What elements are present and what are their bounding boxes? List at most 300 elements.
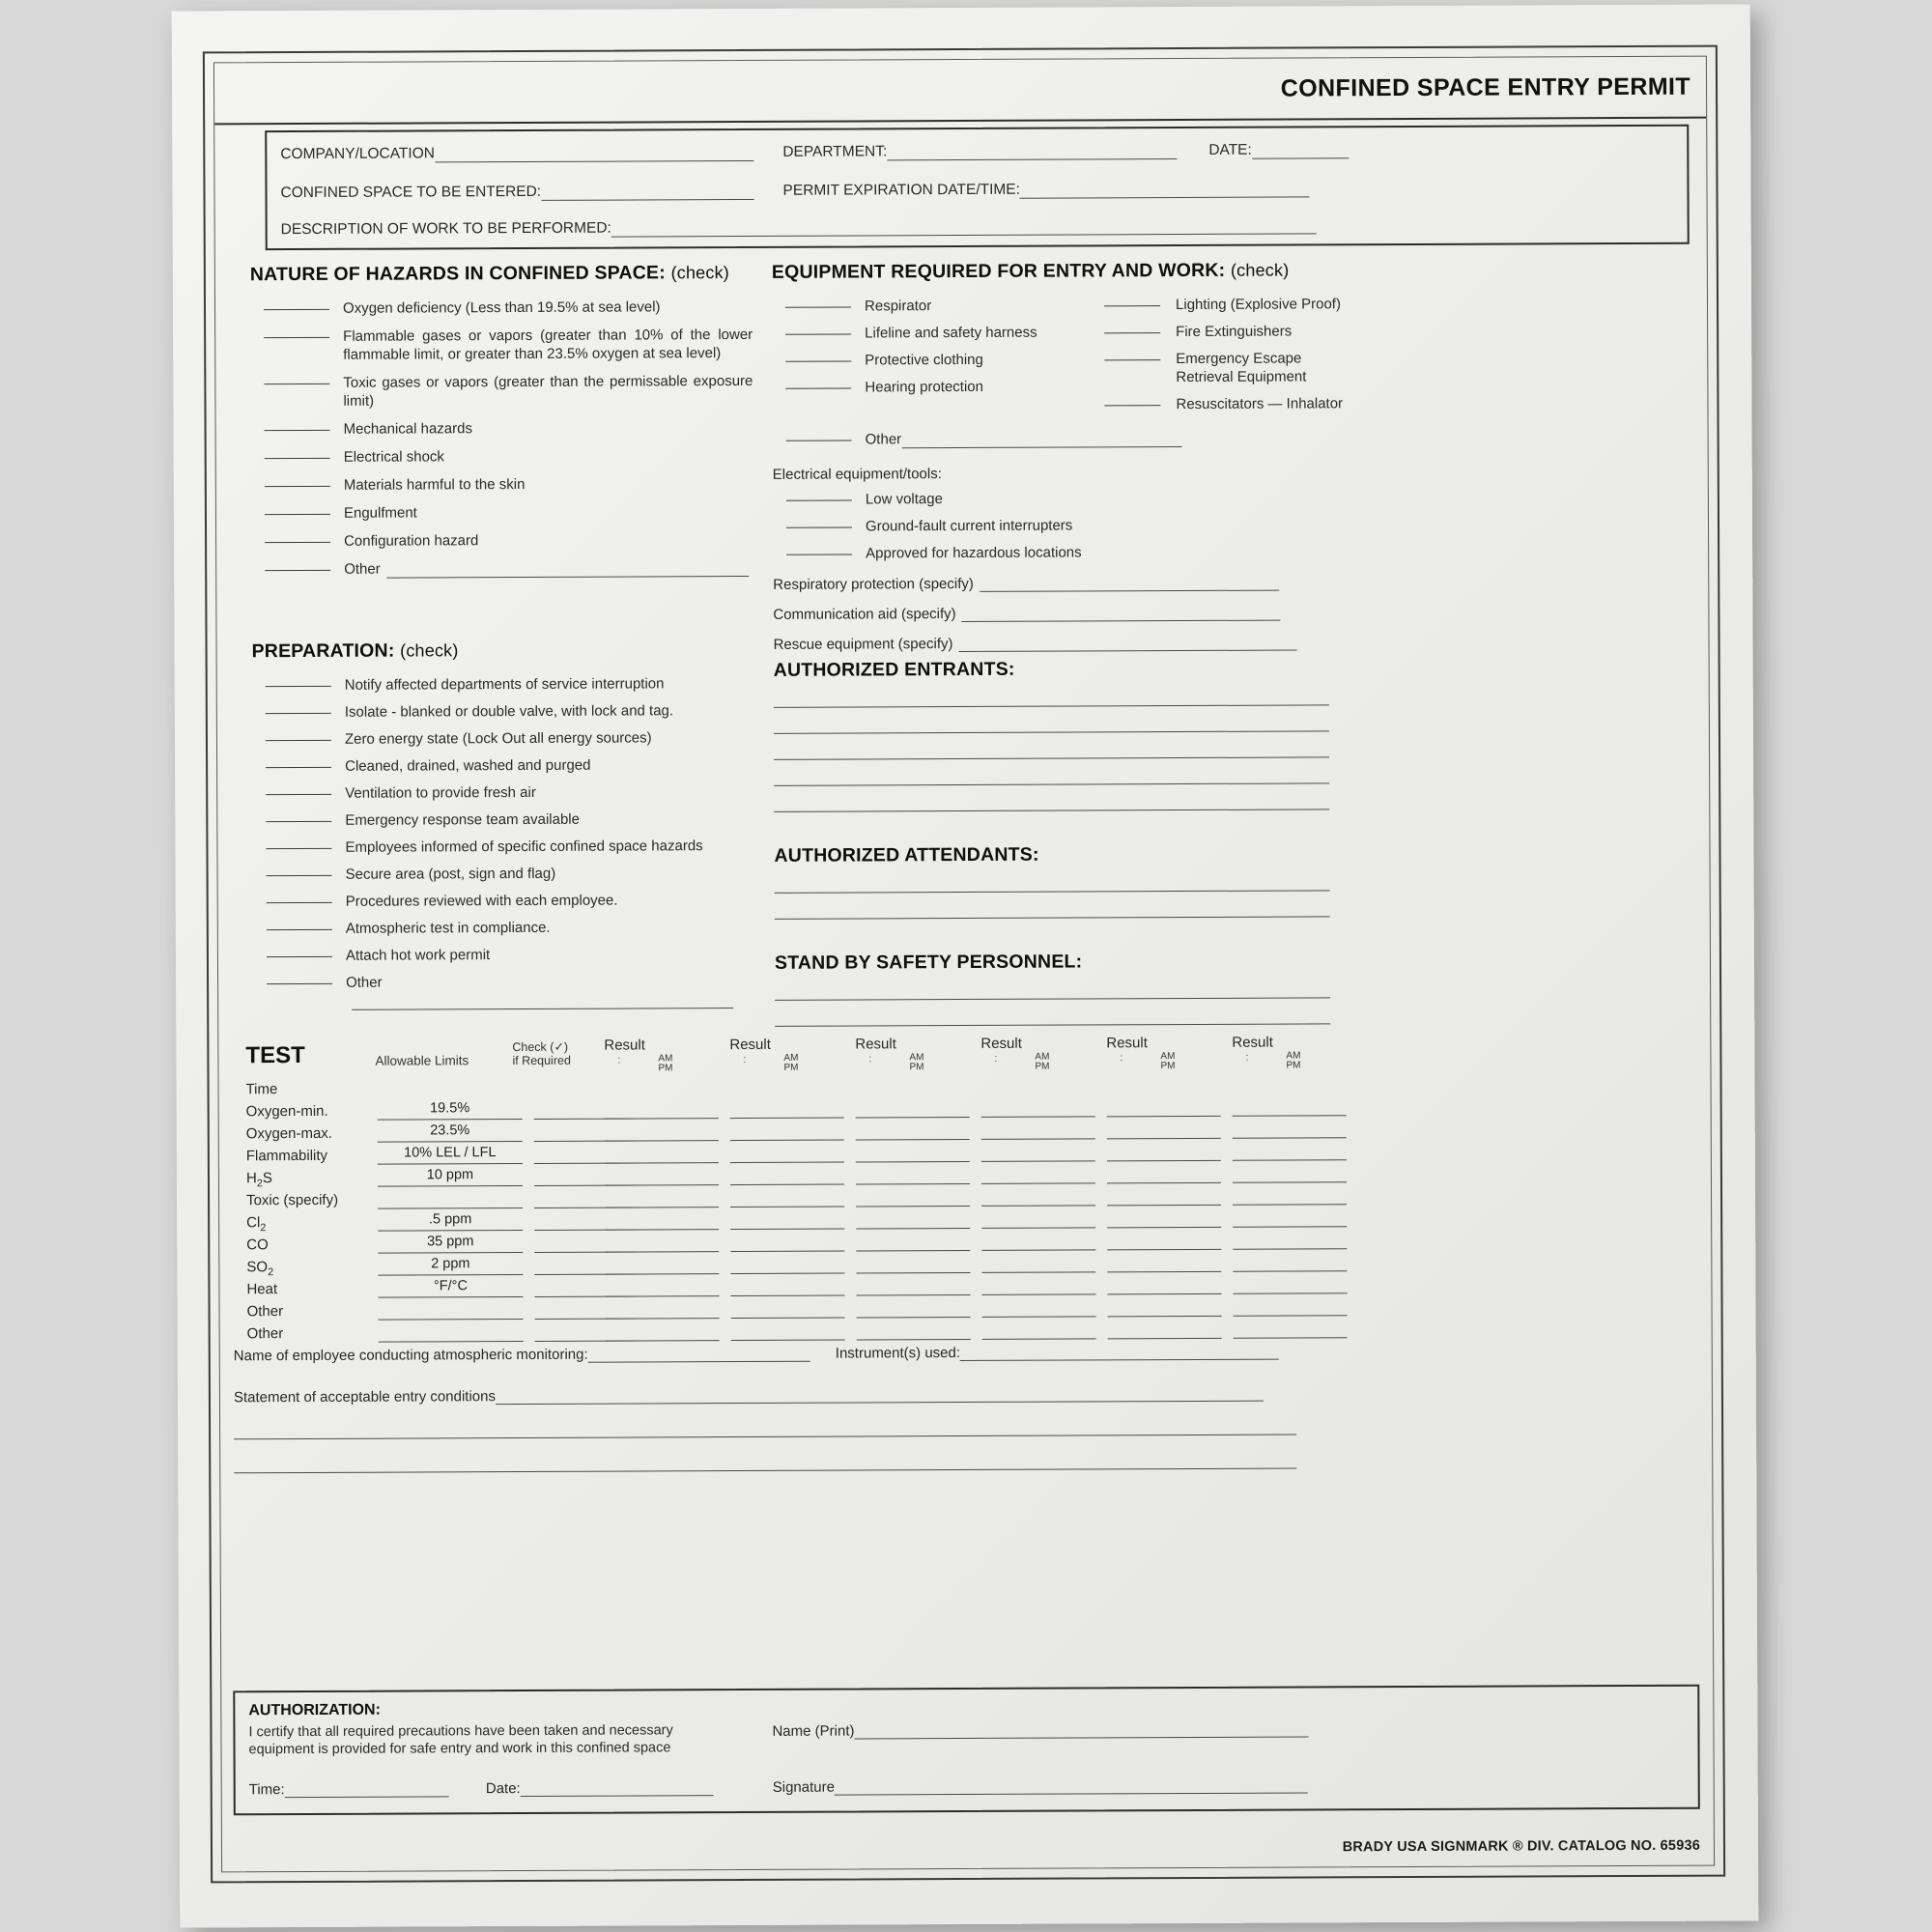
hazard-checkbox[interactable] [265,514,330,515]
entry-conditions-line-3[interactable] [234,1468,1296,1474]
preparation-label: Emergency response team available [345,810,581,829]
result-value-line[interactable] [605,1140,719,1142]
hazard-item[interactable] [250,372,753,411]
authorized-entrants-lines [774,704,1363,812]
result-value-line[interactable] [605,1273,719,1275]
preparation-label: Atmospheric test in compliance. [345,919,551,937]
specify-field-label: Rescue equipment (specify) [773,636,953,653]
authorized-attendants-lines [775,890,1364,920]
hazard-item[interactable] [251,418,753,439]
allowable-limit-value [379,1300,524,1301]
result-value-line[interactable] [981,1182,1095,1184]
preparation-checkbox[interactable] [267,875,332,876]
result-value-line[interactable] [856,1183,970,1185]
permit-header-bar [214,57,1706,126]
electrical-item[interactable] [773,488,1362,509]
result-value-line[interactable] [605,1184,719,1186]
preparation-item[interactable] [252,810,754,830]
equipment-left-item[interactable] [772,377,1091,396]
equipment-right-label: Emergency Escape Retrieval Equipment [1176,350,1307,386]
result-value-line[interactable] [1107,1182,1221,1184]
result-header: Result [604,1037,645,1054]
time-colon: : [868,1053,872,1065]
result-value-line[interactable] [1107,1293,1221,1295]
hazard-label: Electrical shock [343,448,444,466]
result-value-line[interactable] [1234,1315,1348,1317]
allowable-limit-line[interactable] [378,1141,523,1143]
preparation-label: Isolate - blanked or double valve, with lock and tag. [344,702,674,721]
hazard-checkbox[interactable] [265,570,330,571]
allowable-limits-header: Allowable Limits [375,1053,469,1068]
result-value-line[interactable] [982,1316,1096,1318]
equipment-left-checkbox[interactable] [785,307,851,308]
equipment-left-item[interactable] [772,296,1091,315]
preparation-item[interactable] [253,891,755,911]
result-value-line[interactable] [1233,1270,1347,1272]
result-value-line[interactable] [857,1317,971,1319]
result-ampm-header [1286,1051,1300,1070]
preparation-checkbox[interactable] [266,686,331,687]
equipment-left-item[interactable] [772,350,1091,369]
date-label: DATE: [1208,141,1252,158]
authorization-signature-row[interactable] [773,1776,1308,1795]
am-label: AM [783,1052,799,1064]
result-value-line[interactable] [856,1250,970,1252]
preparation-checkbox[interactable] [266,794,331,795]
standby-personnel-lines [775,997,1364,1027]
result-value-line[interactable] [1108,1316,1222,1318]
authorization-time-date-row[interactable] [249,1779,714,1798]
field-company-location[interactable] [280,144,753,163]
specify-fields-list [773,574,1362,653]
preparation-item[interactable] [252,755,754,776]
result-value-line[interactable] [1233,1115,1347,1117]
equipment-other-label: Other [865,431,902,448]
hazard-checkbox[interactable] [264,309,329,310]
authorized-attendants-heading: AUTHORIZED ATTENDANTS: [774,843,1039,867]
preparation-checkbox[interactable] [267,956,332,957]
result-value-line[interactable] [1233,1137,1347,1139]
entry-conditions-line-2[interactable] [234,1435,1296,1440]
specify-field-input[interactable] [962,620,1281,622]
result-value-line[interactable] [730,1162,844,1164]
result-value-line[interactable] [856,1294,970,1296]
authorized-entrant-line[interactable] [774,782,1329,786]
equipment-right-checkbox[interactable] [1104,332,1160,333]
preparation-item[interactable] [252,674,754,695]
instruments-used-label: Instrument(s) used: [835,1345,961,1362]
result-value-line[interactable] [605,1229,719,1231]
test-row-label: Oxygen-min. [245,1102,328,1121]
electrical-equipment-list [773,488,1362,563]
equipment-right-item[interactable] [1096,349,1357,386]
electrical-label: Ground-fault current interrupters [865,517,1073,535]
result-value-line[interactable] [730,1118,844,1120]
equipment-section [772,259,1363,653]
equipment-right-item[interactable] [1096,295,1357,314]
result-ampm-header [1160,1052,1175,1071]
test-table [232,1023,1701,1347]
equipment-right-label: Fire Extinguishers [1176,323,1293,341]
permit-paper [172,4,1759,1927]
test-row-label: Other [246,1303,284,1321]
equipment-left-label: Lifeline and safety harness [865,324,1037,342]
hazard-item[interactable] [251,474,753,495]
result-value-line[interactable] [982,1338,1096,1340]
allowable-limit-line[interactable] [378,1274,523,1276]
preparation-label: Cleaned, drained, washed and purged [345,756,591,775]
field-confined-space[interactable] [280,183,753,202]
test-row-label: $H_2S$ [245,1170,272,1190]
result-value-line[interactable] [730,1207,844,1208]
allowable-limit-value: 23.5% [430,1122,470,1139]
equipment-right-item[interactable] [1096,394,1357,413]
preparation-item[interactable] [253,918,755,938]
result-value-line[interactable] [730,1184,844,1186]
hazard-item[interactable] [251,530,753,551]
equipment-right-label: Resuscitators — Inhalator [1176,395,1344,413]
result-value-line[interactable] [981,1160,1095,1162]
result-value-line[interactable] [981,1271,1095,1273]
check-if-required-header: Check (✓) if Required [512,1039,571,1068]
authorized-entrants-heading: AUTHORIZED ENTRANTS: [773,658,1015,681]
result-value-line[interactable] [1233,1159,1347,1161]
result-ampm-header [909,1053,923,1072]
allowable-limit-line[interactable] [378,1252,523,1254]
equipment-heading: EQUIPMENT REQUIRED FOR ENTRY AND WORK: (check) [771,259,1290,283]
hazard-checkbox[interactable] [265,542,330,543]
personnel-section [774,657,1365,1027]
allowable-limit-value [379,1322,524,1323]
equipment-left-list [772,296,1091,405]
allowable-limit-value [378,1189,523,1190]
catalog-footer: BRADY USA SIGNMARK ® DIV. CATALOG NO. 65936 [1342,1837,1701,1856]
preparation-checkbox[interactable] [266,767,331,768]
result-header: Result [1232,1034,1273,1051]
monitoring-section [234,1342,1703,1474]
description-of-work-label: DESCRIPTION OF WORK TO BE PERFORMED: [280,219,611,239]
specify-field-row[interactable] [774,634,1363,653]
authorized-entrant-line[interactable] [774,809,1329,812]
preparation-checkbox[interactable] [266,821,331,822]
equipment-right-item[interactable] [1096,322,1357,341]
result-header: Result [729,1036,771,1054]
allowable-limit-value: 2 ppm [431,1256,470,1272]
equipment-right-label: Lighting (Explosive Proof) [1175,296,1341,314]
preparation-label: Attach hot work permit [345,947,491,964]
result-value-line[interactable] [981,1138,1095,1140]
hazard-checkbox[interactable] [265,430,330,431]
hazards-list [250,298,753,579]
equipment-left-checkbox[interactable] [785,361,851,362]
preparation-item[interactable] [252,837,754,857]
specify-field-row[interactable] [773,604,1362,623]
authorized-attendant-line[interactable] [775,916,1330,920]
result-ampm-header [783,1054,798,1073]
allowable-limit-line[interactable] [378,1208,523,1209]
preparation-checkbox[interactable] [267,929,332,930]
preparation-other-input[interactable] [352,1008,733,1010]
result-value-line[interactable] [1233,1181,1347,1183]
equipment-right-checkbox[interactable] [1104,405,1160,406]
hazards-section [250,262,753,588]
result-value-line[interactable] [731,1318,845,1320]
authorization-heading: AUTHORIZATION: [248,1701,381,1719]
result-value-line[interactable] [1107,1116,1221,1118]
pm-label: PM [1035,1061,1050,1072]
preparation-item[interactable] [253,864,755,884]
hazard-label: Oxygen deficiency (Less than 19.5% at sea level) [342,298,661,317]
result-value-line[interactable] [857,1339,971,1341]
result-value-line[interactable] [605,1251,719,1253]
result-value-line[interactable] [856,1206,970,1208]
equipment-left-checkbox[interactable] [785,388,851,389]
preparation-item[interactable] [253,972,755,1010]
result-value-line[interactable] [1234,1337,1348,1339]
test-row-label: Flammability [245,1147,328,1165]
specify-field-label: Communication aid (specify) [773,606,956,623]
hazard-label: Mechanical hazards [343,420,473,438]
preparation-item[interactable] [252,782,754,803]
equipment-left-label: Respirator [864,298,932,315]
hazard-item[interactable] [251,446,753,467]
test-row-label: Time [245,1081,278,1098]
electrical-checkbox[interactable] [786,527,852,528]
entry-conditions-row[interactable] [234,1383,1702,1406]
time-colon: : [1120,1052,1123,1065]
electrical-checkbox[interactable] [786,500,852,501]
hazard-item[interactable] [250,326,753,364]
hazards-heading: NATURE OF HAZARDS IN CONFINED SPACE: (check) [249,262,730,286]
equipment-left-label: Protective clothing [865,351,983,369]
result-value-line[interactable] [981,1249,1095,1251]
field-permit-expiration[interactable] [782,180,1310,199]
result-value-line[interactable] [730,1273,844,1275]
preparation-label: Other [346,974,383,991]
preparation-checkbox[interactable] [266,740,331,741]
result-value-line[interactable] [730,1251,844,1253]
standby-personnel-line[interactable] [775,997,1330,1001]
result-value-line[interactable] [1233,1293,1347,1294]
electrical-item[interactable] [773,515,1362,536]
result-value-line[interactable] [605,1162,719,1164]
hazard-item[interactable] [251,558,753,579]
hazard-checkbox[interactable] [265,486,330,487]
result-value-line[interactable] [1107,1160,1221,1162]
result-value-line[interactable] [856,1161,970,1163]
result-value-line[interactable] [981,1227,1095,1229]
allowable-limit-line[interactable] [378,1296,523,1298]
am-label: AM [909,1052,924,1064]
test-row-label: Heat [246,1281,278,1298]
pm-label: PM [658,1063,673,1074]
result-value-line[interactable] [1107,1205,1221,1207]
electrical-item[interactable] [773,542,1362,563]
allowable-limit-value [378,1078,523,1079]
result-ampm-header [1035,1053,1049,1072]
permit-inner-border [213,56,1715,1873]
result-value-line[interactable] [730,1295,844,1297]
preparation-item[interactable] [252,728,754,749]
permit-outer-border [203,45,1725,1884]
equipment-right-list [1096,295,1358,422]
hazard-label: Flammable gases or vapors (greater than 10% of the lower flammable limit, or greater than 23.5% oxygen at sea level) [343,326,753,363]
equipment-right-checkbox[interactable] [1104,305,1160,306]
result-value-line[interactable] [1107,1249,1221,1251]
electrical-equipment-heading: Electrical equipment/tools: [772,466,942,483]
am-label: AM [1160,1051,1176,1063]
result-value-line[interactable] [731,1340,845,1342]
preparation-label: Zero energy state (Lock Out all energy sources) [344,729,652,748]
equipment-left-label: Hearing protection [865,378,983,396]
result-header: Result [980,1035,1022,1052]
result-value-line[interactable] [981,1205,1095,1207]
authorization-certify-text: I certify that all required precautions have been taken and necessary equipment is provided for safe entry and work in this confined space [248,1722,673,1758]
allowable-limit-line[interactable] [378,1119,523,1121]
allowable-limit-line[interactable] [379,1319,524,1321]
result-value-line[interactable] [1107,1138,1221,1140]
equipment-other-checkbox[interactable] [786,440,852,441]
test-row-label: $Cl_2$ [246,1214,267,1235]
hazard-label: Other [344,560,381,578]
result-value-line[interactable] [1108,1338,1222,1340]
company-location-label: COMPANY/LOCATION [280,145,435,163]
result-value-line[interactable] [605,1118,719,1120]
confined-space-label: CONFINED SPACE TO BE ENTERED: [280,183,542,202]
result-value-line[interactable] [730,1140,844,1142]
specify-field-row[interactable] [773,574,1362,593]
allowable-limit-line[interactable] [378,1163,523,1165]
hazard-label: Configuration hazard [344,532,479,550]
specify-field-input[interactable] [980,590,1279,592]
allowable-limit-value: 10% LEL / LFL [404,1145,497,1161]
field-department[interactable] [782,142,1177,161]
preparation-label: Notify affected departments of service interruption [344,675,665,694]
result-value-line[interactable] [605,1207,719,1208]
pm-label: PM [1286,1060,1301,1071]
result-header: Result [855,1036,896,1053]
hazard-item[interactable] [251,502,753,523]
field-date[interactable] [1208,141,1349,159]
hazard-checkbox[interactable] [265,458,330,459]
preparation-section [252,639,756,1019]
result-value-line[interactable] [605,1295,719,1297]
am-label: AM [1286,1050,1301,1062]
statement-label: Statement of acceptable entry conditions [233,1388,496,1406]
allowable-limit-line[interactable] [378,1185,523,1187]
result-value-line[interactable] [856,1228,970,1230]
standby-personnel-heading: STAND BY SAFETY PERSONNEL: [774,951,1083,974]
test-row-label: $SO_2$ [246,1259,274,1279]
pm-label: PM [783,1062,799,1073]
test-row-label: Toxic (specify) [246,1191,339,1209]
time-colon: : [1245,1051,1249,1064]
am-label: AM [658,1053,673,1065]
authorization-name-print-row[interactable] [772,1720,1308,1739]
result-value-line[interactable] [1233,1226,1347,1228]
preparation-item[interactable] [252,701,754,722]
result-value-line[interactable] [1107,1271,1221,1273]
preparation-label: Ventilation to provide fresh air [345,783,536,802]
header-info-box [265,125,1690,250]
result-value-line[interactable] [1233,1204,1347,1206]
electrical-label: Approved for hazardous locations [866,544,1082,562]
allowable-limit-line[interactable] [378,1230,523,1232]
test-row-label: CO [246,1236,269,1254]
time-colon: : [743,1053,747,1066]
equipment-left-checkbox[interactable] [785,334,851,335]
auth-date-label: Date: [485,1780,521,1798]
auth-name-print-label: Name (Print) [772,1722,855,1740]
preparation-checkbox[interactable] [266,713,331,714]
result-value-line[interactable] [856,1272,970,1274]
hazard-label: Toxic gases or vapors (greater than the permissable exposure limit) [343,372,753,410]
pm-label: PM [1160,1061,1176,1072]
hazard-checkbox[interactable] [264,337,329,338]
page-title: CONFINED SPACE ENTRY PERMIT [1280,72,1691,102]
result-value-line[interactable] [981,1116,1095,1118]
allowable-limit-value: 10 ppm [426,1167,474,1183]
equipment-heading-note: (check) [1230,260,1290,280]
result-value-line[interactable] [1107,1227,1221,1229]
preparation-checkbox[interactable] [267,902,332,903]
preparation-list [252,674,756,1010]
result-value-line[interactable] [730,1229,844,1231]
result-value-line[interactable] [606,1340,720,1342]
preparation-label: Employees informed of specific confined space hazards [345,838,703,856]
authorized-entrant-line[interactable] [774,704,1329,708]
specify-field-input[interactable] [958,649,1296,652]
equipment-left-item[interactable] [772,323,1091,342]
hazard-item[interactable] [250,298,753,318]
allowable-limit-line[interactable] [379,1341,524,1343]
result-ampm-header [658,1054,672,1073]
hazard-label: Materials harmful to the skin [343,475,526,494]
authorized-attendant-line[interactable] [775,890,1330,894]
employee-name-label: Name of employee conducting atmospheric monitoring: [233,1346,588,1365]
preparation-checkbox[interactable] [266,848,331,849]
preparation-heading: PREPARATION: (check) [251,639,459,663]
preparation-heading-note: (check) [400,640,459,661]
hazard-other-input[interactable] [386,576,749,579]
electrical-label: Low voltage [865,491,943,508]
test-table-title: TEST [245,1041,305,1069]
test-row-label: Oxygen-max. [245,1124,332,1143]
permit-expiration-label: PERMIT EXPIRATION DATE/TIME: [782,181,1020,199]
test-table-header [232,1023,1700,1080]
preparation-checkbox[interactable] [267,983,332,984]
authorized-entrant-line[interactable] [774,730,1329,734]
department-label: DEPARTMENT: [782,143,888,160]
auth-time-label: Time: [248,1781,285,1799]
result-value-line[interactable] [856,1117,970,1119]
field-description-of-work[interactable] [281,216,1317,239]
authorized-entrant-line[interactable] [774,756,1329,760]
am-label: AM [1035,1051,1050,1063]
electrical-checkbox[interactable] [786,554,852,555]
preparation-item[interactable] [253,945,755,965]
result-value-line[interactable] [606,1318,720,1320]
result-value-line[interactable] [981,1293,1095,1295]
hazards-heading-note: (check) [670,263,730,283]
time-colon: : [994,1052,998,1065]
result-header: Result [1106,1035,1148,1052]
equipment-right-checkbox[interactable] [1104,359,1160,360]
result-value-line[interactable] [1233,1248,1347,1250]
equipment-other-row[interactable] [773,428,1362,449]
result-value-line[interactable] [856,1139,970,1141]
test-row-label: Other [246,1325,284,1343]
